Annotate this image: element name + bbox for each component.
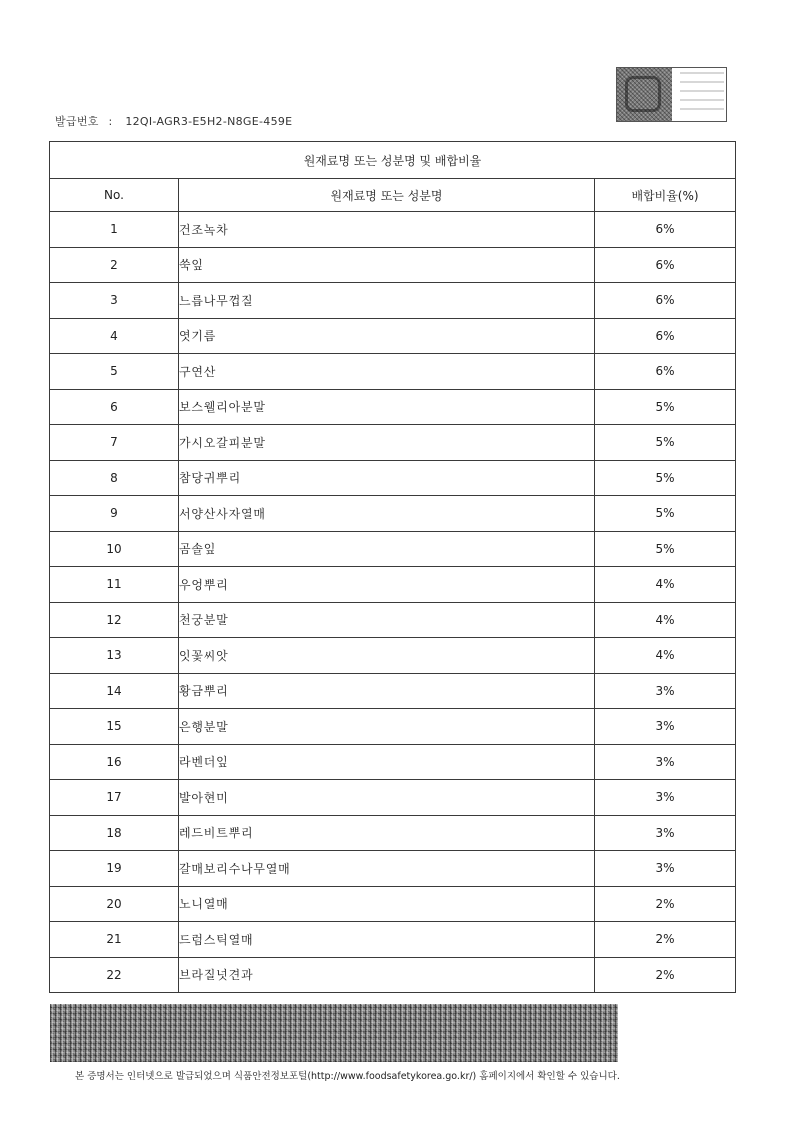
row-number: 18 bbox=[50, 815, 179, 851]
ingredient-name: 가시오갈피분말 bbox=[179, 425, 595, 461]
row-number: 1 bbox=[50, 212, 179, 248]
table-row bbox=[50, 851, 736, 887]
table-row bbox=[50, 744, 736, 780]
ingredient-ratio: 3% bbox=[595, 673, 736, 709]
ingredient-name: 갈매보리수나무열매 bbox=[179, 851, 595, 887]
row-number: 21 bbox=[50, 922, 179, 958]
issue-number-separator: : bbox=[108, 115, 113, 128]
row-number: 10 bbox=[50, 531, 179, 567]
table-row bbox=[50, 886, 736, 922]
table-row bbox=[50, 389, 736, 425]
ingredient-name: 곰솔잎 bbox=[179, 531, 595, 567]
table-row bbox=[50, 638, 736, 674]
issue-number-label: 발급번호 bbox=[55, 115, 99, 128]
stamp-faded-lines bbox=[680, 72, 724, 118]
ingredient-ratio: 5% bbox=[595, 425, 736, 461]
verification-stamp bbox=[616, 67, 727, 122]
row-number: 20 bbox=[50, 886, 179, 922]
table-row bbox=[50, 922, 736, 958]
ingredient-ratio: 2% bbox=[595, 922, 736, 958]
ingredient-name: 노니열매 bbox=[179, 886, 595, 922]
row-number: 13 bbox=[50, 638, 179, 674]
ingredient-ratio: 4% bbox=[595, 602, 736, 638]
row-number: 8 bbox=[50, 460, 179, 496]
table-row bbox=[50, 602, 736, 638]
table-row bbox=[50, 709, 736, 745]
footer-notice: 본 증명서는 인터넷으로 발급되었으며 식품안전정보포털(http://www.foodsafetykorea.go.kr/) 홈페이지에서 확인할 수 있습니다. bbox=[75, 1071, 620, 1082]
row-number: 7 bbox=[50, 425, 179, 461]
ingredient-ratio: 3% bbox=[595, 744, 736, 780]
ingredient-name: 쑥잎 bbox=[179, 247, 595, 283]
header-ratio: 배합비율(%) bbox=[595, 179, 736, 212]
security-barcode bbox=[50, 1004, 618, 1062]
ingredient-name: 천궁분말 bbox=[179, 602, 595, 638]
ingredient-ratio: 6% bbox=[595, 283, 736, 319]
ingredient-ratio: 6% bbox=[595, 318, 736, 354]
ingredient-ratio: 2% bbox=[595, 886, 736, 922]
ingredient-name: 황금뿌리 bbox=[179, 673, 595, 709]
row-number: 11 bbox=[50, 567, 179, 603]
header-no: No. bbox=[50, 179, 179, 212]
table-row bbox=[50, 780, 736, 816]
row-number: 2 bbox=[50, 247, 179, 283]
table-row bbox=[50, 318, 736, 354]
ingredient-ratio: 4% bbox=[595, 567, 736, 603]
row-number: 4 bbox=[50, 318, 179, 354]
row-number: 17 bbox=[50, 780, 179, 816]
table-header-row bbox=[50, 179, 736, 212]
ingredient-name: 건조녹차 bbox=[179, 212, 595, 248]
ingredient-ratio: 3% bbox=[595, 815, 736, 851]
row-number: 16 bbox=[50, 744, 179, 780]
ingredient-ratio: 6% bbox=[595, 247, 736, 283]
table-row bbox=[50, 283, 736, 319]
table-row bbox=[50, 212, 736, 248]
ingredient-ratio: 3% bbox=[595, 780, 736, 816]
table-row bbox=[50, 354, 736, 390]
row-number: 3 bbox=[50, 283, 179, 319]
table-row bbox=[50, 496, 736, 532]
table-row bbox=[50, 425, 736, 461]
ingredient-name: 은행분말 bbox=[179, 709, 595, 745]
ingredient-name: 발아현미 bbox=[179, 780, 595, 816]
row-number: 12 bbox=[50, 602, 179, 638]
table-row bbox=[50, 815, 736, 851]
ingredient-name: 엿기름 bbox=[179, 318, 595, 354]
ingredient-name: 느릅나무껍질 bbox=[179, 283, 595, 319]
ingredient-ratio: 4% bbox=[595, 638, 736, 674]
ingredient-ratio: 5% bbox=[595, 531, 736, 567]
ingredient-name: 잇꽃씨앗 bbox=[179, 638, 595, 674]
ingredient-ratio-table bbox=[49, 141, 736, 993]
ingredient-name: 구연산 bbox=[179, 354, 595, 390]
row-number: 9 bbox=[50, 496, 179, 532]
row-number: 5 bbox=[50, 354, 179, 390]
seal-icon bbox=[625, 76, 661, 112]
table-row bbox=[50, 460, 736, 496]
issue-number-value: 12QI-AGR3-E5H2-N8GE-459E bbox=[125, 115, 293, 128]
ingredient-ratio: 6% bbox=[595, 212, 736, 248]
header-ingredient-name: 원재료명 또는 성분명 bbox=[179, 179, 595, 212]
ingredient-ratio: 5% bbox=[595, 496, 736, 532]
ingredient-name: 참당귀뿌리 bbox=[179, 460, 595, 496]
table-title: 원재료명 또는 성분명 및 배합비율 bbox=[50, 142, 736, 179]
row-number: 22 bbox=[50, 957, 179, 993]
table-row bbox=[50, 247, 736, 283]
ingredient-ratio: 5% bbox=[595, 460, 736, 496]
ingredient-ratio: 3% bbox=[595, 851, 736, 887]
table-row bbox=[50, 673, 736, 709]
ingredient-name: 브라질넛견과 bbox=[179, 957, 595, 993]
ingredient-ratio: 6% bbox=[595, 354, 736, 390]
ingredient-name: 보스웰리아분말 bbox=[179, 389, 595, 425]
ingredient-name: 우엉뿌리 bbox=[179, 567, 595, 603]
ingredient-ratio: 5% bbox=[595, 389, 736, 425]
table-row bbox=[50, 567, 736, 603]
table-row bbox=[50, 957, 736, 993]
row-number: 15 bbox=[50, 709, 179, 745]
ingredient-ratio: 2% bbox=[595, 957, 736, 993]
ingredient-name: 서양산사자열매 bbox=[179, 496, 595, 532]
stamp-seal-image bbox=[617, 68, 672, 121]
ingredient-name: 레드비트뿌리 bbox=[179, 815, 595, 851]
row-number: 14 bbox=[50, 673, 179, 709]
issue-number-line bbox=[55, 113, 292, 129]
ingredient-name: 라벤더잎 bbox=[179, 744, 595, 780]
ingredient-name: 드럼스틱열매 bbox=[179, 922, 595, 958]
ingredient-ratio: 3% bbox=[595, 709, 736, 745]
table-row bbox=[50, 531, 736, 567]
row-number: 6 bbox=[50, 389, 179, 425]
row-number: 19 bbox=[50, 851, 179, 887]
